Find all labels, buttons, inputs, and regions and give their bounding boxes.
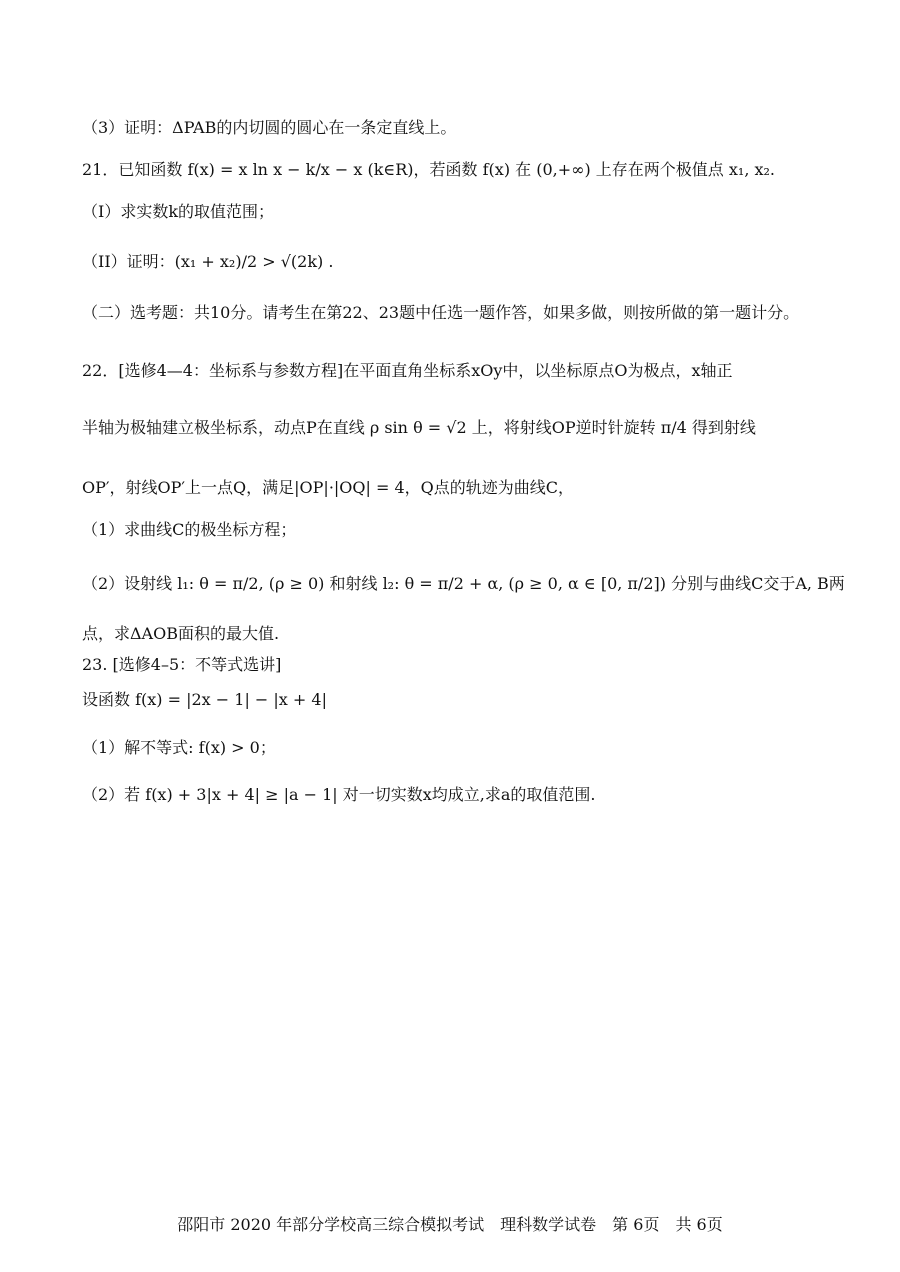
question-23-header: 23. [选修4–5：不等式选讲] <box>82 655 282 674</box>
question-22-part-1: （1）求曲线C的极坐标方程； <box>82 520 297 539</box>
question-23-part-1: （1）解不等式: f(x) > 0； <box>82 738 276 757</box>
question-22-part-2-line-1: （2）设射线 l₁: θ = π/2, (ρ ≥ 0) 和射线 l₂: θ = π/2 + α, (ρ ≥ 0, α ∈ [0, π/2]) 分别与曲线C交于A, B两 <box>82 574 845 593</box>
question-23-part-2: （2）若 f(x) + 3|x + 4| ≥ |a − 1| 对一切实数x均成立,求a的取值范围. <box>82 785 596 804</box>
page-footer: 邵阳市 2020 年部分学校高三综合模拟考试 理科数学试卷 第 6页 共 6页 <box>177 1215 723 1234</box>
question-22-stem-line-2: 半轴为极轴建立极坐标系，动点P在直线 ρ sin θ = √2 上，将射线OP逆时针旋转 π/4 得到射线 <box>82 418 756 437</box>
question-22-part-2-line-2: 点，求ΔAOB面积的最大值. <box>82 624 280 643</box>
elective-section-header: （二）选考题：共10分。请考生在第22、23题中任选一题作答，如果多做，则按所做的第一题计分。 <box>82 303 800 322</box>
question-21-part-2: （II）证明：(x₁ + x₂)/2 > √(2k) . <box>82 252 334 271</box>
part-3-proof: （3）证明：ΔPAB的内切圆的圆心在一条定直线上。 <box>82 118 457 137</box>
question-21-part-1: （I）求实数k的取值范围； <box>82 202 275 221</box>
question-21-stem: 21．已知函数 f(x) = x ln x − k/x − x (k∈R)，若函数 f(x) 在 (0,+∞) 上存在两个极值点 x₁, x₂. <box>82 160 776 179</box>
question-22-stem-line-1: 22．[选修4—4：坐标系与参数方程]在平面直角坐标系xOy中，以坐标原点O为极点，x轴正 <box>82 361 733 380</box>
question-23-function: 设函数 f(x) = |2x − 1| − |x + 4| <box>82 690 327 709</box>
question-22-stem-line-3: OP′，射线OP′上一点Q，满足|OP|·|OQ| = 4，Q点的轨迹为曲线C， <box>82 478 575 497</box>
